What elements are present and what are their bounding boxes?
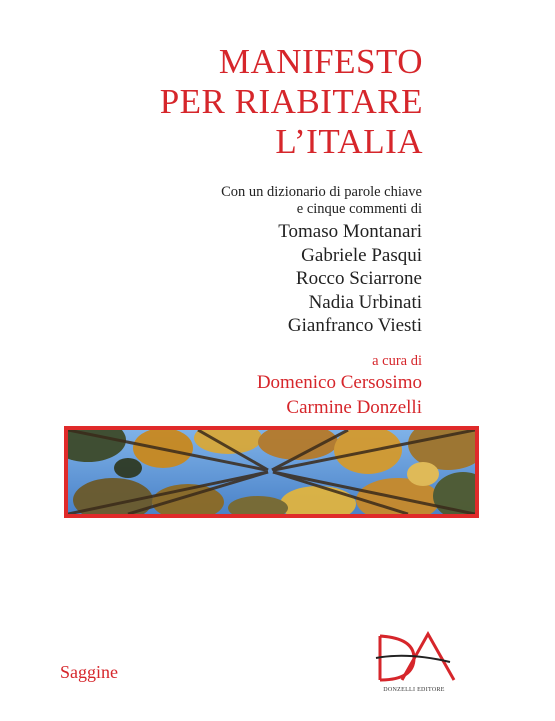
curator-label: a cura di	[372, 353, 422, 369]
donzelli-logo-icon	[368, 628, 458, 688]
subtitle-line-2: e cinque commenti di	[296, 201, 422, 217]
title-line-1: MANIFESTO	[218, 42, 423, 81]
curators-list	[257, 370, 422, 420]
contributors-list	[278, 220, 422, 338]
autumn-tree-canopy-photo	[68, 430, 475, 514]
cover-photo	[64, 426, 479, 518]
series-name: Saggine	[60, 662, 118, 682]
contributor-name: Gabriele Pasqui	[301, 244, 422, 266]
publisher-name: DONZELLI EDITORE	[383, 687, 445, 693]
title-line-3: L’ITALIA	[275, 122, 423, 161]
contributor-name: Gianfranco Viesti	[287, 315, 422, 336]
contributor-name: Nadia Urbinati	[308, 291, 422, 313]
contributor-name: Rocco Sciarrone	[295, 268, 422, 289]
curator-name: Domenico Cersosimo	[256, 372, 422, 393]
title-line-2: PER RIABITARE	[159, 82, 423, 121]
book-title	[160, 42, 423, 162]
curator-name: Carmine Donzelli	[286, 397, 422, 418]
contributor-name: Tomaso Montanari	[278, 221, 422, 242]
book-subtitle	[221, 184, 422, 218]
subtitle-line-1: Con un dizionario di parole chiave	[221, 184, 422, 200]
